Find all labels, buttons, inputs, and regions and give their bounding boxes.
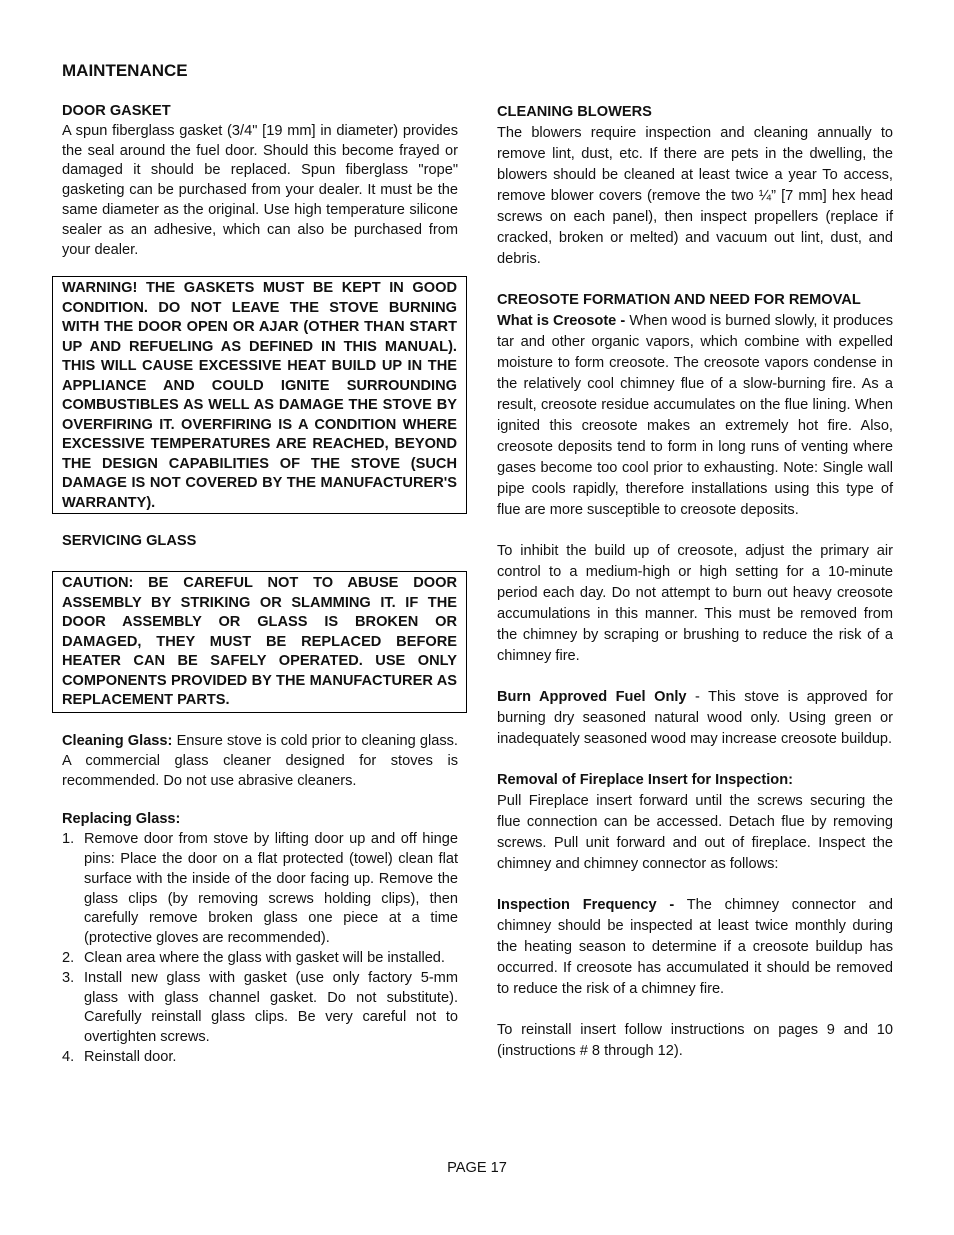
step-number: 3.: [62, 969, 75, 986]
what-is-creosote-label: What is Creosote -: [497, 313, 626, 329]
cleaning-blowers-heading: CLEANING BLOWERS: [497, 104, 652, 120]
list-item: [62, 969, 458, 1048]
cleaning-glass-body: Ensure stove is cold prior to cleaning glass. A commercial glass cleaner designed for stoves is recommended. Do not use abrasive cleaners.: [62, 733, 458, 789]
creosote-heading: CREOSOTE FORMATION AND NEED FOR REMOVAL: [497, 292, 861, 308]
cleaning-glass-paragraph: [62, 732, 458, 791]
step-text: Clean area where the glass with gasket will be installed.: [84, 949, 445, 966]
inhibit-creosote-paragraph: To inhibit the build up of creosote, adjust the primary air control to a medium-high or high setting for a 10-minute period each day. Do not attempt to burn out heavy creosote accumulations in this manner. This must be removed from the chimney by scraping or brushing to reduce the risk of a chimney fire.: [497, 543, 893, 664]
what-is-creosote-paragraph: [497, 311, 893, 521]
list-item: [62, 830, 458, 949]
approved-fuel-label: Burn Approved Fuel Only: [497, 689, 687, 705]
step-text: Reinstall door.: [84, 1048, 177, 1065]
servicing-glass-heading: SERVICING GLASS: [62, 533, 197, 549]
page-number: PAGE 17: [447, 1160, 507, 1176]
right-column: [497, 102, 893, 1062]
step-number: 1.: [62, 831, 75, 848]
inspection-frequency-paragraph: [497, 895, 893, 1000]
what-is-creosote-body: When wood is burned slowly, it produces tar and other organic vapors, which combine with expelled moisture to form creosote. The creosote vapors condense in the relatively cool chimney flue of a slow-burning fire. As a result, creosote residue accumulates on the flue lining. When ignited this creosote makes an extremely hot fire. Also, creosote deposits tend to form in long runs of venting where gases become too cool prior to exhausting. Note: Single wall pipe cools rapidly, therefore installations using this type of flue are more susceptible to creosote deposits.: [497, 313, 893, 518]
door-gasket-body: A spun fiberglass gasket (3/4" [19 mm] in diameter) provides the seal around the fuel door. Should this become frayed or damaged it should be replaced. Spun fiberglass "rope" gasketing can be purchased from your dealer. It must be the same diameter as the original. Use high temperature silicone sealer as an adhesive, which can also be purchased from your dealer.: [62, 122, 458, 258]
section-title: MAINTENANCE: [62, 61, 188, 80]
reinstall-paragraph: To reinstall insert follow instructions on pages 9 and 10 (instructions # 8 through 12).: [497, 1022, 893, 1059]
replacing-glass-heading: Replacing Glass:: [62, 811, 181, 828]
step-text: Install new glass with gasket (use only factory 5-mm glass with glass channel gasket. Do not substitute). Carefully reinstall glass clips. Be very careful not to overtighten screws.: [84, 969, 458, 1046]
door-gasket-heading: DOOR GASKET: [62, 103, 171, 119]
warning-box: WARNING! THE GASKETS MUST BE KEPT IN GOOD CONDITION. DO NOT LEAVE THE STOVE BURNING WITH THE DOOR OPEN OR AJAR (OTHER THAN START UP AND REFUELING AS DEFINED IN THIS MANUAL). THIS WILL CAUSE EXCESSIVE HEAT BUILD UP IN THE APPLIANCE AND COULD IGNITE SURROUNDING COMBUSTIBLES AS WELL AS DAMAGE THE STOVE BY OVERFIRING IT. OVERFIRING IS A CONDITION WHERE EXCESSIVE TEMPERATURES ARE REACHED, BEYOND THE DESIGN CAPABILITIES OF THE STOVE (SUCH DAMAGE IS NOT COVERED BY THE MANUFACTURER'S WARRANTY).: [52, 276, 467, 514]
step-number: 2.: [62, 949, 75, 966]
step-text: Remove door from stove by lifting door up and off hinge pins: Place the door on a flat protected (towel) clean flat surface with the inside of the door facing up. Remove the glass clips (by removing screws holding clips), then carefully remove broken glass one piece at a time (protective gloves are recommended).: [84, 831, 458, 947]
cleaning-blowers-body: The blowers require inspection and cleaning annually to remove lint, dust, etc. If there are pets in the dwelling, the blowers should be cleaned at least twice a year To access, remove blower covers (remove the two ¼” [7 mm] hex head screws on each panel), then inspect propellers (replace if cracked, broken or melted) and vacuum out lint, dust, and debris.: [497, 125, 893, 267]
caution-box: CAUTION: BE CAREFUL NOT TO ABUSE DOOR ASSEMBLY BY STRIKING OR SLAMMING IT. IF THE DOOR ASSEMBLY OR GLASS IS BROKEN OR DAMAGED, THEY MUST BE REPLACED BEFORE HEATER CAN BE SAFELY OPERATED. USE ONLY COMPONENTS PROVIDED BY THE MANUFACTURER AS REPLACEMENT PARTS.: [52, 571, 467, 713]
approved-fuel-paragraph: [497, 687, 893, 750]
glass-instructions: [62, 732, 458, 1068]
inspection-frequency-label: Inspection Frequency -: [497, 897, 675, 913]
cleaning-glass-label: Cleaning Glass:: [62, 733, 173, 749]
insert-removal-heading: Removal of Fireplace Insert for Inspection:: [497, 772, 793, 788]
step-number: 4.: [62, 1048, 75, 1065]
replacing-glass-steps: [62, 830, 458, 1068]
door-gasket-section: [62, 102, 458, 260]
list-item: [62, 949, 458, 969]
list-item: [62, 1048, 458, 1068]
approved-fuel-body: - This stove is approved for burning dry seasoned natural wood only. Using green or inadequately seasoned wood may increase creosote buildup.: [497, 689, 893, 747]
insert-removal-body: Pull Fireplace insert forward until the screws securing the flue connection can be accessed. Detach flue by removing screws. Pull unit forward and out of fireplace. Inspect the chimney and chimney connector as follows:: [497, 793, 893, 872]
inspection-frequency-body: The chimney connector and chimney should be inspected at least twice monthly during the heating season to determine if a creosote buildup has occurred. If creosote has accumulated it should be removed to reduce the risk of a chimney fire.: [497, 897, 893, 997]
